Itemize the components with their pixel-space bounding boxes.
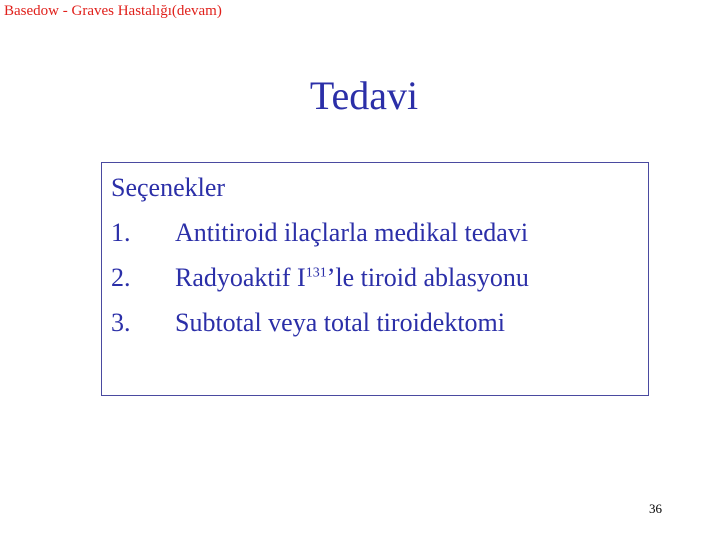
slide-number: 36 bbox=[649, 501, 662, 516]
options-box bbox=[101, 162, 649, 396]
option-superscript: 131 bbox=[305, 265, 327, 281]
options-heading: Seçenekler bbox=[111, 173, 226, 202]
option-number: 1. bbox=[111, 218, 131, 247]
header-note: Basedow - Graves Hastalığı(devam) bbox=[4, 3, 222, 19]
option-item-2 bbox=[111, 263, 529, 293]
option-item-3 bbox=[111, 308, 505, 338]
option-text-after: ’le tiroid ablasyonu bbox=[326, 263, 529, 292]
option-text: Subtotal veya total tiroidektomi bbox=[175, 308, 506, 337]
option-item-1 bbox=[111, 218, 528, 248]
slide-title: Tedavi bbox=[309, 73, 419, 118]
option-number: 2. bbox=[111, 263, 131, 292]
option-number: 3. bbox=[111, 308, 131, 337]
option-text-before: Radyoaktif I bbox=[175, 263, 306, 292]
option-text: Antitiroid ilaçlarla medikal tedavi bbox=[175, 218, 529, 247]
